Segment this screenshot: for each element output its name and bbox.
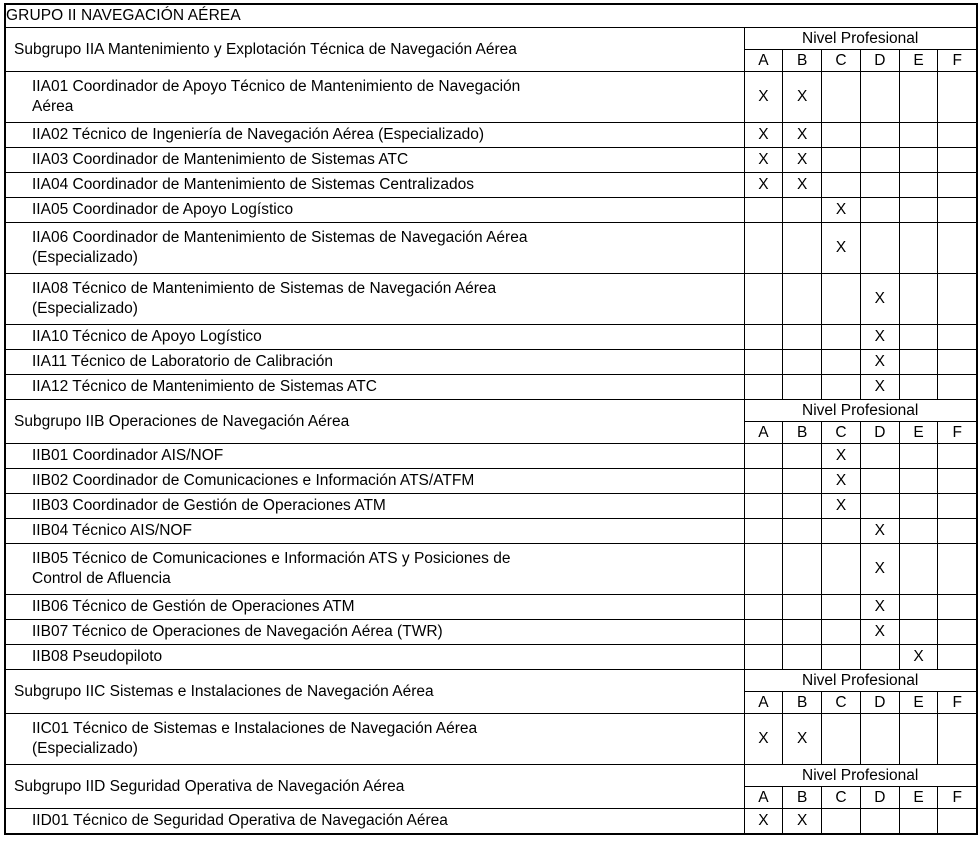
table-row	[5, 714, 977, 765]
level-column-header-c: C	[822, 787, 861, 809]
job-position-label	[5, 494, 744, 519]
level-cell-b	[783, 198, 822, 223]
subgroup-title: Subgrupo IIC Sistemas e Instalaciones de Navegación Aérea	[5, 670, 744, 714]
level-cell-f	[938, 325, 977, 350]
subgroup-header-row	[5, 28, 977, 50]
level-cell-f	[938, 444, 977, 469]
level-cell-b	[783, 274, 822, 325]
job-position-line: Aérea	[32, 98, 74, 115]
job-position-line: IIB06 Técnico de Gestión de Operaciones ATM	[32, 598, 355, 616]
level-cell-b	[783, 325, 822, 350]
job-position-line: IIA01 Coordinador de Apoyo Técnico de Mantenimiento de Navegación	[32, 78, 521, 96]
level-cell-f	[938, 350, 977, 375]
level-cell-a	[744, 544, 783, 595]
job-position-line: IIB02 Coordinador de Comunicaciones e Información ATS/ATFM	[32, 472, 475, 490]
level-cell-e	[899, 148, 938, 173]
job-position-label	[5, 350, 744, 375]
level-column-header-d: D	[860, 50, 899, 72]
job-position-line: (Especializado)	[32, 249, 138, 266]
level-column-header-b: B	[783, 50, 822, 72]
table-row	[5, 123, 977, 148]
level-cell-e	[899, 173, 938, 198]
level-cell-f	[938, 274, 977, 325]
level-cell-c: X	[822, 494, 861, 519]
level-cell-e	[899, 519, 938, 544]
level-cell-d	[860, 809, 899, 835]
level-cell-d	[860, 148, 899, 173]
level-column-header-b: B	[783, 787, 822, 809]
level-cell-e	[899, 714, 938, 765]
level-cell-a: X	[744, 123, 783, 148]
level-column-header-e: E	[899, 50, 938, 72]
level-cell-f	[938, 519, 977, 544]
job-position-line: IIA04 Coordinador de Mantenimiento de Sistemas Centralizados	[32, 176, 474, 194]
subgroup-header-row	[5, 400, 977, 422]
job-position-line: IIA08 Técnico de Mantenimiento de Sistemas de Navegación Aérea	[32, 280, 497, 298]
level-cell-b: X	[783, 173, 822, 198]
table-row	[5, 173, 977, 198]
level-cell-f	[938, 223, 977, 274]
job-position-line: IIA10 Técnico de Apoyo Logístico	[32, 328, 262, 346]
level-cell-d: X	[860, 325, 899, 350]
subgroup-title: Subgrupo IIB Operaciones de Navegación Aérea	[5, 400, 744, 444]
level-cell-c	[822, 519, 861, 544]
level-cell-b: X	[783, 714, 822, 765]
level-cell-a	[744, 494, 783, 519]
level-column-header-e: E	[899, 787, 938, 809]
level-cell-a	[744, 350, 783, 375]
nivel-profesional-header: Nivel Profesional	[744, 765, 977, 787]
job-position-line: IID01 Técnico de Seguridad Operativa de Navegación Aérea	[32, 812, 448, 830]
job-position-line: IIA02 Técnico de Ingeniería de Navegación Aérea (Especializado)	[32, 126, 485, 144]
table-row	[5, 809, 977, 835]
level-cell-c	[822, 274, 861, 325]
level-cell-d	[860, 223, 899, 274]
level-cell-f	[938, 544, 977, 595]
level-column-header-b: B	[783, 422, 822, 444]
level-column-header-e: E	[899, 692, 938, 714]
job-position-label	[5, 148, 744, 173]
table-row	[5, 223, 977, 274]
table-row	[5, 325, 977, 350]
level-cell-a	[744, 325, 783, 350]
level-cell-c	[822, 123, 861, 148]
level-column-header-c: C	[822, 692, 861, 714]
subgroup-title: Subgrupo IIA Mantenimiento y Explotación Técnica de Navegación Aérea	[5, 28, 744, 72]
level-cell-d: X	[860, 375, 899, 400]
level-cell-d: X	[860, 544, 899, 595]
level-cell-c	[822, 620, 861, 645]
table-row	[5, 595, 977, 620]
level-cell-e	[899, 123, 938, 148]
job-position-line: IIB07 Técnico de Operaciones de Navegación Aérea (TWR)	[32, 623, 443, 641]
level-cell-c: X	[822, 444, 861, 469]
professional-level-matrix-table	[4, 3, 978, 835]
level-cell-f	[938, 72, 977, 123]
job-position-label	[5, 620, 744, 645]
level-column-header-f: F	[938, 50, 977, 72]
table-row	[5, 620, 977, 645]
job-position-label	[5, 595, 744, 620]
level-column-header-b: B	[783, 692, 822, 714]
level-cell-c	[822, 375, 861, 400]
job-position-line: IIA12 Técnico de Mantenimiento de Sistemas ATC	[32, 378, 377, 396]
level-cell-d: X	[860, 274, 899, 325]
level-cell-e	[899, 620, 938, 645]
level-cell-e	[899, 444, 938, 469]
job-position-label	[5, 325, 744, 350]
level-cell-f	[938, 809, 977, 835]
level-cell-f	[938, 595, 977, 620]
level-cell-a	[744, 620, 783, 645]
level-cell-f	[938, 714, 977, 765]
job-position-label	[5, 375, 744, 400]
level-cell-d: X	[860, 620, 899, 645]
job-position-line: IIA05 Coordinador de Apoyo Logístico	[32, 201, 294, 219]
level-cell-a: X	[744, 714, 783, 765]
table-row	[5, 198, 977, 223]
level-cell-f	[938, 494, 977, 519]
table-row	[5, 375, 977, 400]
level-column-header-d: D	[860, 787, 899, 809]
level-cell-f	[938, 198, 977, 223]
level-cell-d	[860, 198, 899, 223]
level-cell-a	[744, 469, 783, 494]
job-position-line: IIA11 Técnico de Laboratorio de Calibración	[32, 353, 334, 371]
level-cell-e	[899, 350, 938, 375]
level-cell-d	[860, 72, 899, 123]
level-cell-b: X	[783, 72, 822, 123]
subgroup-title: Subgrupo IID Seguridad Operativa de Navegación Aérea	[5, 765, 744, 809]
job-position-line: (Especializado)	[32, 300, 138, 317]
level-cell-c	[822, 714, 861, 765]
level-cell-b	[783, 544, 822, 595]
level-cell-a	[744, 375, 783, 400]
job-position-label	[5, 223, 744, 274]
table-row	[5, 519, 977, 544]
job-position-label	[5, 123, 744, 148]
level-column-header-a: A	[744, 50, 783, 72]
level-cell-c	[822, 350, 861, 375]
level-cell-b: X	[783, 148, 822, 173]
level-column-header-d: D	[860, 692, 899, 714]
level-cell-e	[899, 223, 938, 274]
level-cell-c: X	[822, 198, 861, 223]
job-position-label	[5, 809, 744, 835]
level-cell-b	[783, 620, 822, 645]
nivel-profesional-header: Nivel Profesional	[744, 28, 977, 50]
subgroup-header-row	[5, 670, 977, 692]
level-cell-b: X	[783, 809, 822, 835]
level-cell-b	[783, 444, 822, 469]
job-position-label	[5, 519, 744, 544]
level-cell-c	[822, 148, 861, 173]
level-cell-e: X	[899, 645, 938, 670]
table-row	[5, 350, 977, 375]
level-cell-b	[783, 595, 822, 620]
level-cell-e	[899, 72, 938, 123]
job-position-line: IIC01 Técnico de Sistemas e Instalaciones de Navegación Aérea	[32, 720, 478, 738]
level-cell-b	[783, 645, 822, 670]
level-column-header-a: A	[744, 422, 783, 444]
level-cell-a: X	[744, 173, 783, 198]
level-cell-f	[938, 148, 977, 173]
level-cell-d	[860, 714, 899, 765]
level-cell-c	[822, 809, 861, 835]
job-position-line: IIB05 Técnico de Comunicaciones e Información ATS y Posiciones de	[32, 550, 511, 568]
level-cell-c: X	[822, 469, 861, 494]
job-position-line: IIB03 Coordinador de Gestión de Operaciones ATM	[32, 497, 386, 515]
level-cell-c	[822, 173, 861, 198]
job-position-label	[5, 198, 744, 223]
job-position-line: Control de Afluencia	[32, 570, 171, 587]
table-row	[5, 72, 977, 123]
subgroup-header-row	[5, 765, 977, 787]
table-row	[5, 645, 977, 670]
group-title-row	[5, 4, 977, 28]
job-position-label	[5, 274, 744, 325]
level-cell-d	[860, 444, 899, 469]
level-cell-c	[822, 595, 861, 620]
level-cell-b	[783, 223, 822, 274]
level-cell-b: X	[783, 123, 822, 148]
level-cell-f	[938, 620, 977, 645]
level-cell-f	[938, 173, 977, 198]
job-position-label	[5, 645, 744, 670]
level-cell-e	[899, 544, 938, 595]
table-row	[5, 444, 977, 469]
job-position-line: IIB01 Coordinador AIS/NOF	[32, 447, 224, 465]
level-cell-c	[822, 544, 861, 595]
nivel-profesional-header: Nivel Profesional	[744, 400, 977, 422]
level-cell-e	[899, 325, 938, 350]
level-cell-b	[783, 350, 822, 375]
level-cell-b	[783, 375, 822, 400]
level-cell-c	[822, 645, 861, 670]
table-row	[5, 274, 977, 325]
job-position-line: IIB04 Técnico AIS/NOF	[32, 522, 192, 540]
table-row	[5, 469, 977, 494]
level-cell-d	[860, 469, 899, 494]
table-row	[5, 544, 977, 595]
level-cell-d: X	[860, 595, 899, 620]
page-title: GRUPO II NAVEGACIÓN AÉREA	[5, 4, 977, 28]
job-position-label	[5, 444, 744, 469]
level-cell-e	[899, 809, 938, 835]
level-cell-a	[744, 223, 783, 274]
job-position-line: IIB08 Pseudopiloto	[32, 648, 163, 666]
level-cell-b	[783, 469, 822, 494]
level-column-header-f: F	[938, 422, 977, 444]
level-cell-c: X	[822, 223, 861, 274]
level-cell-b	[783, 519, 822, 544]
level-column-header-f: F	[938, 787, 977, 809]
level-cell-e	[899, 375, 938, 400]
level-cell-d: X	[860, 350, 899, 375]
level-cell-a	[744, 645, 783, 670]
table-body	[5, 4, 977, 834]
level-cell-e	[899, 469, 938, 494]
job-position-label	[5, 544, 744, 595]
level-cell-a: X	[744, 72, 783, 123]
level-column-header-a: A	[744, 692, 783, 714]
level-cell-e	[899, 274, 938, 325]
level-cell-e	[899, 494, 938, 519]
level-cell-f	[938, 645, 977, 670]
table-row	[5, 148, 977, 173]
level-column-header-c: C	[822, 422, 861, 444]
level-cell-a: X	[744, 809, 783, 835]
level-cell-e	[899, 198, 938, 223]
level-cell-d	[860, 645, 899, 670]
job-position-label	[5, 72, 744, 123]
level-cell-a	[744, 198, 783, 223]
level-cell-c	[822, 325, 861, 350]
level-column-header-f: F	[938, 692, 977, 714]
level-cell-d: X	[860, 519, 899, 544]
job-position-line: IIA06 Coordinador de Mantenimiento de Sistemas de Navegación Aérea	[32, 229, 528, 247]
job-position-label	[5, 173, 744, 198]
level-cell-a	[744, 519, 783, 544]
level-cell-a	[744, 595, 783, 620]
level-cell-b	[783, 494, 822, 519]
job-position-line: (Especializado)	[32, 740, 138, 757]
nivel-profesional-header: Nivel Profesional	[744, 670, 977, 692]
level-cell-d	[860, 123, 899, 148]
level-cell-a: X	[744, 148, 783, 173]
level-cell-c	[822, 72, 861, 123]
level-column-header-c: C	[822, 50, 861, 72]
job-position-line: IIA03 Coordinador de Mantenimiento de Sistemas ATC	[32, 151, 409, 169]
job-position-label	[5, 714, 744, 765]
level-column-header-a: A	[744, 787, 783, 809]
level-cell-e	[899, 595, 938, 620]
level-column-header-d: D	[860, 422, 899, 444]
level-cell-d	[860, 494, 899, 519]
level-cell-d	[860, 173, 899, 198]
table-row	[5, 494, 977, 519]
job-position-label	[5, 469, 744, 494]
level-column-header-e: E	[899, 422, 938, 444]
level-cell-a	[744, 274, 783, 325]
level-cell-f	[938, 123, 977, 148]
level-cell-a	[744, 444, 783, 469]
level-cell-f	[938, 375, 977, 400]
level-cell-f	[938, 469, 977, 494]
